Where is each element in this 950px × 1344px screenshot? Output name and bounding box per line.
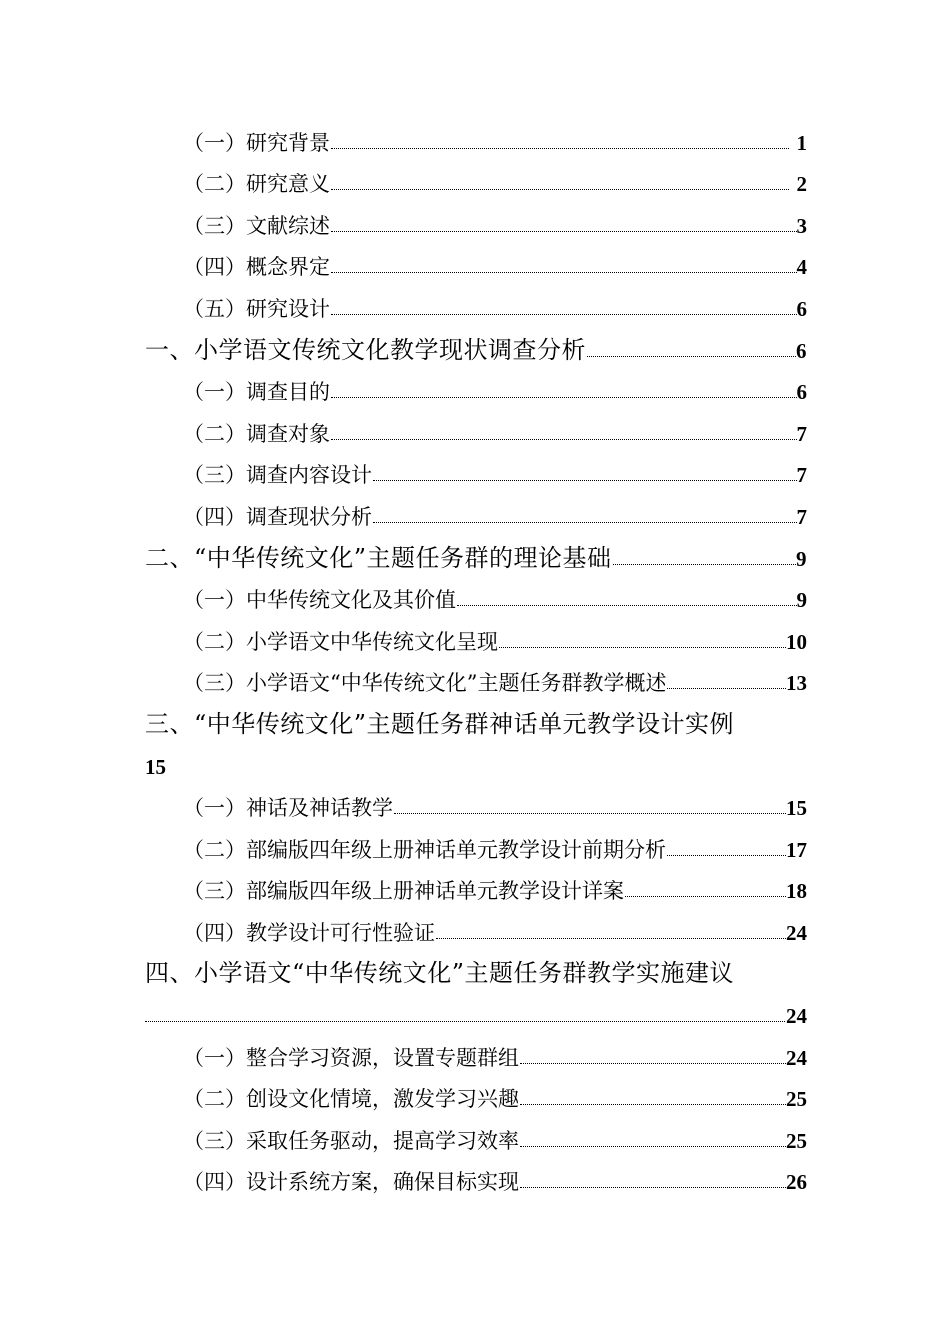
toc-page-number: 7	[796, 463, 807, 488]
toc-dot-leader	[520, 1104, 786, 1105]
toc-page-number: 25	[786, 1128, 807, 1153]
toc-page-number: 3	[796, 213, 807, 238]
toc-section-entry[interactable]	[145, 407, 807, 449]
toc-dot-leader	[667, 688, 786, 689]
toc-entry-line	[145, 948, 807, 990]
toc-dot-leader	[520, 1187, 786, 1188]
toc-page-number: 24	[786, 1004, 807, 1029]
toc-entry-line	[145, 698, 807, 740]
toc-chapter-entry[interactable]	[145, 324, 807, 366]
toc-entry-label: （二）研究意义	[183, 172, 330, 197]
toc-page-number: 6	[796, 380, 807, 405]
toc-entry-label: （二）创设文化情境，激发学习兴趣	[183, 1087, 519, 1112]
toc-dot-leader	[457, 605, 797, 606]
toc-page-number: 15	[786, 796, 807, 821]
toc-section-entry[interactable]	[145, 1031, 807, 1073]
toc-section-entry[interactable]	[145, 199, 807, 241]
toc-section-entry[interactable]	[145, 1073, 807, 1115]
toc-dot-leader	[331, 148, 789, 149]
toc-entry-label: 四、小学语文“中华传统文化”主题任务群教学实施建议	[145, 959, 735, 988]
toc-entry-label: （四）调查现状分析	[183, 504, 372, 529]
toc-section-entry[interactable]	[145, 1114, 807, 1156]
toc-dot-leader	[625, 896, 786, 897]
toc-page-number: 18	[786, 879, 807, 904]
toc-section-entry[interactable]	[145, 1156, 807, 1198]
toc-entry-label: （二）小学语文中华传统文化呈现	[183, 629, 498, 654]
toc-entry-label: （一）整合学习资源，设置专题群组	[183, 1045, 519, 1070]
toc-dot-leader	[331, 397, 797, 398]
toc-entry-label: （三）文献综述	[183, 213, 330, 238]
toc-entry-label: （三）部编版四年级上册神话单元教学设计详案	[183, 879, 624, 904]
toc-page-number: 4	[796, 255, 807, 280]
toc-section-entry[interactable]	[145, 782, 807, 824]
toc-page-number: 24	[786, 920, 807, 945]
toc-entry-label: （二）调查对象	[183, 421, 330, 446]
toc-section-entry[interactable]	[145, 574, 807, 616]
toc-page-number: 7	[796, 421, 807, 446]
toc-dot-leader	[587, 356, 796, 357]
toc-page-number: 6	[796, 296, 807, 321]
toc-page-number: 6	[796, 338, 807, 363]
toc-page-number: 7	[796, 504, 807, 529]
toc-entry-label: （一）调查目的	[183, 380, 330, 405]
toc-section-entry[interactable]	[145, 241, 807, 283]
toc-page-number: 1	[796, 130, 807, 155]
toc-entry-continuation	[145, 740, 807, 782]
toc-page-number: 24	[786, 1045, 807, 1070]
toc-entry-label: （三）采取任务驱动，提高学习效率	[183, 1128, 519, 1153]
toc-page-number: 2	[796, 172, 807, 197]
toc-page-number: 9	[796, 546, 807, 571]
toc-entry-label: （一）中华传统文化及其价值	[183, 588, 456, 613]
toc-page-number: 9	[796, 588, 807, 613]
toc-chapter-entry[interactable]	[145, 532, 807, 574]
toc-entry-label: （五）研究设计	[183, 296, 330, 321]
toc-chapter-entry[interactable]	[145, 948, 807, 1031]
toc-section-entry[interactable]	[145, 823, 807, 865]
toc-section-entry[interactable]	[145, 865, 807, 907]
toc-dot-leader	[373, 480, 797, 481]
toc-dot-leader	[499, 647, 786, 648]
toc-list	[145, 116, 807, 1197]
toc-section-entry[interactable]	[145, 449, 807, 491]
toc-dot-leader	[667, 855, 786, 856]
toc-entry-continuation	[145, 989, 807, 1031]
toc-dot-leader	[520, 1146, 786, 1147]
toc-entry-label: （四）教学设计可行性验证	[183, 920, 435, 945]
toc-entry-label: （四）概念界定	[183, 255, 330, 280]
toc-page-number: 17	[786, 837, 807, 862]
toc-dot-leader	[520, 1063, 786, 1064]
toc-dot-leader	[331, 272, 797, 273]
toc-page-number: 13	[786, 671, 807, 696]
toc-dot-leader	[373, 522, 797, 523]
toc-section-entry[interactable]	[145, 906, 807, 948]
toc-entry-label: （一）神话及神话教学	[183, 796, 393, 821]
toc-section-entry[interactable]	[145, 366, 807, 408]
toc-dot-leader	[394, 813, 786, 814]
toc-page-number: 25	[786, 1087, 807, 1112]
toc-section-entry[interactable]	[145, 490, 807, 532]
toc-dot-leader	[613, 564, 796, 565]
toc-entry-label: （一）研究背景	[183, 130, 330, 155]
toc-dot-leader	[331, 189, 789, 190]
toc-page-number: 26	[786, 1170, 807, 1195]
toc-entry-label: （三）调查内容设计	[183, 463, 372, 488]
toc-dot-leader	[331, 439, 797, 440]
toc-dot-leader	[331, 231, 797, 232]
toc-section-entry[interactable]	[145, 158, 807, 200]
toc-section-entry[interactable]	[145, 657, 807, 699]
toc-entry-label: 二、“中华传统文化”主题任务群的理论基础	[145, 543, 612, 572]
toc-dot-leader	[145, 1021, 785, 1022]
toc-section-entry[interactable]	[145, 116, 807, 158]
table-of-contents	[145, 116, 807, 1197]
toc-chapter-entry[interactable]	[145, 698, 807, 781]
toc-entry-label: 三、“中华传统文化”主题任务群神话单元教学设计实例	[145, 709, 735, 738]
toc-page-number: 15	[145, 754, 166, 779]
toc-dot-leader	[331, 314, 797, 315]
toc-entry-label: （二）部编版四年级上册神话单元教学设计前期分析	[183, 837, 666, 862]
toc-page-number: 10	[786, 629, 807, 654]
toc-entry-label: （三）小学语文“中华传统文化”主题任务群教学概述	[183, 671, 667, 696]
toc-dot-leader	[436, 938, 786, 939]
toc-section-entry[interactable]	[145, 282, 807, 324]
toc-section-entry[interactable]	[145, 615, 807, 657]
toc-entry-label: 一、小学语文传统文化教学现状调查分析	[145, 335, 586, 364]
toc-entry-label: （四）设计系统方案，确保目标实现	[183, 1170, 519, 1195]
